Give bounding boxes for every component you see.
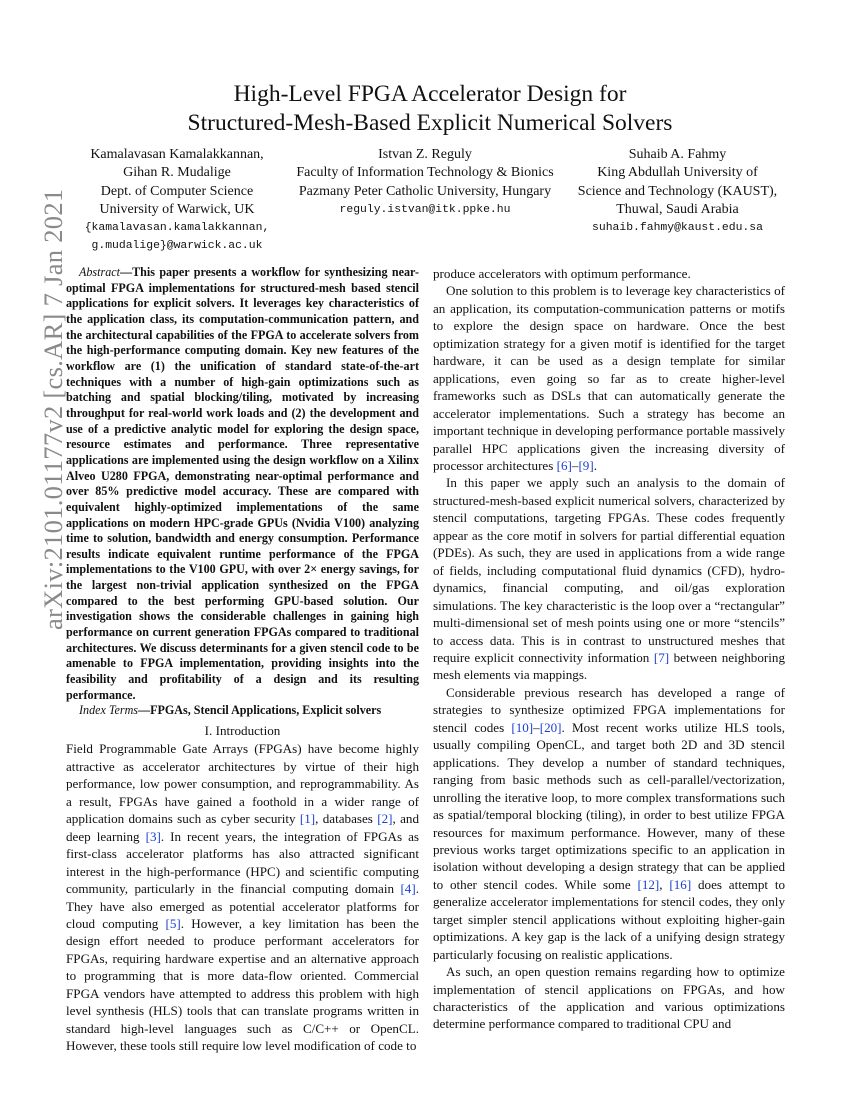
citation-link[interactable]: [7] (653, 649, 670, 665)
author-block-1 (62, 146, 292, 256)
citation-link[interactable]: [20] (539, 719, 562, 735)
citation-link[interactable]: [10] (511, 719, 534, 735)
body-paragraph: One solution to this problem is to leverage key characteristics of an application, its computation-communication patterns or motifs to explore the design space on hardware. Once the best optimization strategy for a given motif is identified for the target hardware, it can be used as a design template for similar applications, even going so far as to create higher-level frameworks such as DSLs that can automatically generate the accelerator implementations. Such a strategy has become an important technique in developing performance portable massively parallel HPC applications given the increasing diversity of processor architectures [6]–[9]. (433, 283, 785, 473)
index-terms-label: Index Terms (79, 703, 139, 718)
body-paragraph: As such, an open question remains regarding how to optimize implementation of stencil applications on FPGAs, and how characteristics of the application and various optimizations determine performance compared to traditional CPU and (433, 964, 785, 1032)
abstract-text: —This paper presents a workflow for synthesizing near-optimal FPGA implementations for structured-mesh based stencil applications for explicit solvers. It leverages key characteristics of the application class, its computation-communication pattern, and the architectural capabilities of the FPGA to accelerate solvers from the high-performance computing domain. Key new features of the workflow are (1) the unification of standard state-of-the-art techniques with a number of high-gain optimizations such as batching and spatial blocking/tiling, motivated by increasing throughput for real-world work loads and (2) the development and use of a predictive analytic model for exploring the design space, resource estimates and performance. Three representative applications are implemented using the design workflow on a Xilinx Alveo U280 FPGA, demonstrating near-optimal performance and over 85% predictive model accuracy. These are compared with equivalent highly-optimized implementations of the same applications on modern HPC-grade GPUs (Nvidia V100) analyzing time to solution, bandwidth and energy consumption. Performance results indicate equivalent runtime performance of the FPGA implementations to the V100 GPU, with over 2× energy savings, for the largest non-trivial application synthesized on the FPGA compared to the best performing GPU-based solution. Our investigation shows the considerable challenges in gaining high performance on current generation FPGAs compared to traditional architectures. We discuss determinants for a given stencil code to be amenable to FPGA implementation, providing insights into the feasibility and profitability of a design and its resulting performance. (66, 265, 419, 702)
abstract (66, 265, 419, 703)
author-organization: Pazmany Peter Catholic University, Hungary (298, 183, 552, 199)
author-email: g.mudalige}@warwick.ac.uk (91, 240, 263, 253)
citation-link[interactable]: [2] (377, 811, 393, 827)
paper-title (100, 80, 760, 138)
citation-link[interactable]: [1] (299, 811, 316, 827)
title-line-2: Structured-Mesh-Based Explicit Numerical Solvers (187, 110, 673, 136)
intro-paragraph: Field Programmable Gate Arrays (FPGAs) have become highly attractive as accelerator architectures by virtue of their high performance, low power consumption, and reprogrammability. As a result, FPGAs have gained a foothold in a wider range of application domains such as cyber security [1], databases [2], and deep learning [3]. In recent years, the integration of FPGAs as first-class accelerator platforms has also attracted significant interest in the high-performance (HPC) and scientific computing community, particularly in the financial computing domain [4]. They have also emerged as potential accelerator platforms for cloud computing [5]. However, a key limitation has been the design effort needed to produce performant accelerators for FPGAs, requiring hardware expertise and an alternative approach to programming that is more data-flow oriented. Commercial FPGA vendors have attempted to address this problem with high level synthesis (HLS) tools that can translate programs written in standard high-level languages such as C/C++ or OpenCL. However, these tools still require low level modification of code to (66, 741, 419, 1054)
arxiv-sidebar (18, 188, 68, 630)
citation-link[interactable]: [9] (578, 457, 594, 473)
title-line-1: High-Level FPGA Accelerator Design for (233, 81, 627, 107)
abstract-label: Abstract (79, 265, 120, 279)
author-department: Dept. of Computer Science (100, 183, 254, 199)
body-paragraph: Considerable previous research has developed a range of strategies to synthesize optimized FPGA implementations for stencil codes [10]–[20]. Most recent works utilize HLS tools, usually compiling OpenCL, and target both 2D and 3D stencil applications. They develop a number of standard techniques, ranging from basic methods such as cell-parallel/vectorization, unrolling the iterative loop, to more complex transformations such as spatial/temporal blocking (tiling), in order to best utilize FPGA resources for maximum performance. However, many of these previous works target optimizations specific to an application in isolation without developing a design strategy that can be applied to other stencil codes. While some [12], [16] does attempt to generalize accelerator implementations for stencil codes, they only target simpler stencil applications without exploiting higher-gain optimizations. A key gap is the lack of a unifying design strategy particularly focusing on realistic applications. (433, 684, 785, 962)
author-name: Suhaib A. Fahmy (628, 147, 727, 162)
author-organization: Science and Technology (KAUST), (577, 183, 778, 199)
citation-link[interactable]: [16] (669, 876, 692, 892)
author-name: Istvan Z. Reguly (378, 147, 472, 162)
author-department: Faculty of Information Technology & Bionics (296, 165, 554, 181)
author-location: Thuwal, Saudi Arabia (616, 201, 739, 217)
author-name: Kamalavasan Kamalakkannan, (90, 147, 264, 162)
author-block-2 (280, 146, 570, 219)
citation-link[interactable]: [4] (400, 881, 416, 897)
index-terms-text: —FPGAs, Stencil Applications, Explicit solvers (138, 703, 382, 718)
body-paragraph: In this paper we apply such an analysis to the domain of structured-mesh-based explicit numerical solvers, characterized by stencil computations, targeting FPGAs. These codes frequently appear as the core motif in solvers for partial differential equation (PDEs). As such, they are used in applications from a wide range of fields, including computational fluid dynamics (CFD), hydro-dynamics, financial computing, and oil/gas exploration simulations. The key characteristic is the loop over a “rectangular” multi-dimensional set of mesh points using one or more “stencils” to access data. This is in contrast to unstructured meshes that require explicit connectivity information [7] between neighboring mesh elements via mappings. (433, 475, 785, 683)
citation-link[interactable]: [5] (165, 916, 181, 932)
author-block-3 (555, 146, 800, 237)
left-column (66, 265, 419, 1055)
citation-link[interactable]: [6] (556, 457, 572, 473)
author-email: {kamalavasan.kamalakkannan, (84, 222, 270, 235)
citation-link[interactable]: [3] (145, 828, 161, 844)
citation-link[interactable]: [12] (637, 876, 660, 892)
author-department: King Abdullah University of (597, 165, 758, 181)
author-email: reguly.istvan@itk.ppke.hu (339, 203, 511, 216)
author-organization: University of Warwick, UK (99, 201, 255, 217)
author-name: Gihan R. Mudalige (123, 165, 231, 181)
author-email: suhaib.fahmy@kaust.edu.sa (592, 222, 763, 235)
right-column (433, 265, 785, 1033)
arxiv-identifier: arXiv:2101.01177v2 [cs.AR] 7 Jan 2021 (38, 188, 68, 630)
section-heading: I. Introduction (204, 723, 281, 739)
index-terms (66, 703, 419, 719)
body-paragraph: produce accelerators with optimum performance. (433, 266, 691, 281)
